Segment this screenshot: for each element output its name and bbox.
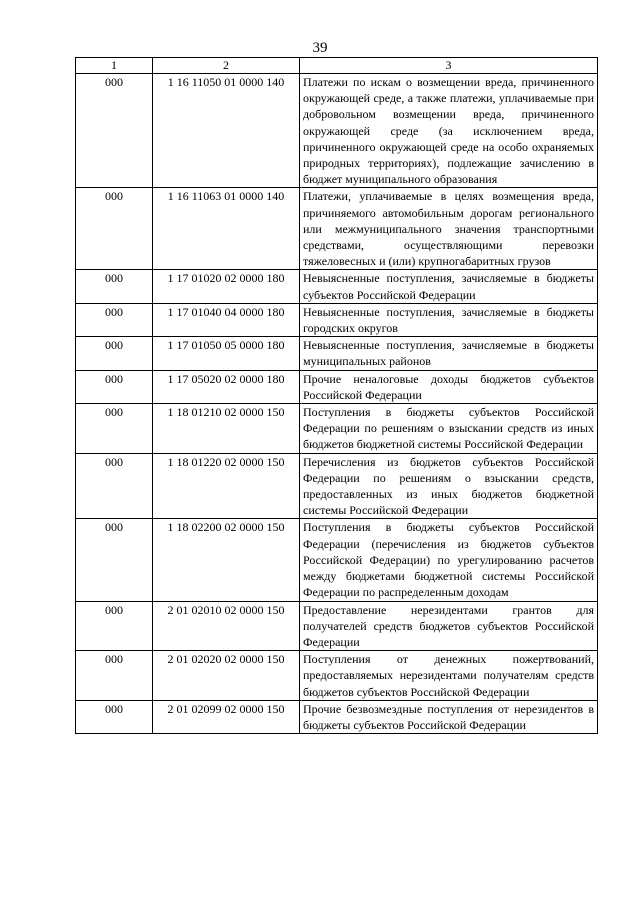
table-row — [76, 453, 598, 519]
table-row — [76, 270, 598, 303]
table-header-row — [76, 58, 598, 74]
description-cell: Невыясненные поступления, зачисляемые в бюджеты муниципальных районов — [300, 337, 598, 370]
budget-code-cell: 1 17 01020 02 0000 180 — [153, 270, 300, 303]
description-cell: Невыясненные поступления, зачисляемые в бюджеты субъектов Российской Федерации — [300, 270, 598, 303]
description-cell: Перечисления из бюджетов субъектов Российской Федерации по решениям о взыскании средств, предоставленных из иных бюджетов бюджетной системы Российской Федерации — [300, 453, 598, 519]
budget-code-cell: 1 18 01220 02 0000 150 — [153, 453, 300, 519]
table-row — [76, 303, 598, 336]
budget-codes-table — [75, 57, 598, 734]
description-cell: Прочие неналоговые доходы бюджетов субъектов Российской Федерации — [300, 370, 598, 403]
admin-code-cell: 000 — [76, 337, 153, 370]
description-cell: Платежи, уплачиваемые в целях возмещения вреда, причиняемого автомобильным дорогам регионального или межмуниципального значения транспортными средствами, осуществляющими перевозки тяжеловесных и (или) крупногабаритных грузов — [300, 188, 598, 270]
table-row — [76, 188, 598, 270]
description-cell: Невыясненные поступления, зачисляемые в бюджеты городских округов — [300, 303, 598, 336]
admin-code-cell: 000 — [76, 519, 153, 601]
table-row — [76, 337, 598, 370]
admin-code-cell: 000 — [76, 270, 153, 303]
description-cell: Поступления от денежных пожертвований, предоставляемых нерезидентами получателям средств бюджетов субъектов Российской Федерации — [300, 651, 598, 701]
budget-code-cell: 1 16 11063 01 0000 140 — [153, 188, 300, 270]
admin-code-cell: 000 — [76, 700, 153, 733]
table-row — [76, 601, 598, 651]
column-header-2: 2 — [153, 58, 300, 74]
table-row — [76, 700, 598, 733]
description-cell: Предоставление нерезидентами грантов для получателей средств бюджетов субъектов Российской Федерации — [300, 601, 598, 651]
budget-code-cell: 2 01 02010 02 0000 150 — [153, 601, 300, 651]
table-row — [76, 404, 598, 454]
table-row — [76, 519, 598, 601]
admin-code-cell: 000 — [76, 651, 153, 701]
budget-code-cell: 1 18 02200 02 0000 150 — [153, 519, 300, 601]
table-row — [76, 74, 598, 188]
column-header-1: 1 — [76, 58, 153, 74]
budget-code-cell: 1 18 01210 02 0000 150 — [153, 404, 300, 454]
description-cell: Поступления в бюджеты субъектов Российской Федерации (перечисления из бюджетов субъектов Российской Федерации) по урегулированию расчетов между бюджетами бюджетной системы Российской Федерации по распределенным доходам — [300, 519, 598, 601]
budget-code-cell: 2 01 02020 02 0000 150 — [153, 651, 300, 701]
admin-code-cell: 000 — [76, 74, 153, 188]
admin-code-cell: 000 — [76, 188, 153, 270]
budget-code-cell: 1 17 05020 02 0000 180 — [153, 370, 300, 403]
admin-code-cell: 000 — [76, 370, 153, 403]
admin-code-cell: 000 — [76, 303, 153, 336]
description-cell: Поступления в бюджеты субъектов Российской Федерации по решениям о взыскании средств из иных бюджетов бюджетной системы Российской Федерации — [300, 404, 598, 454]
budget-code-cell: 1 17 01040 04 0000 180 — [153, 303, 300, 336]
table-row — [76, 651, 598, 701]
table-row — [76, 370, 598, 403]
budget-code-cell: 1 16 11050 01 0000 140 — [153, 74, 300, 188]
column-header-3: 3 — [300, 58, 598, 74]
description-cell: Прочие безвозмездные поступления от нерезидентов в бюджеты субъектов Российской Федерации — [300, 700, 598, 733]
admin-code-cell: 000 — [76, 453, 153, 519]
page-number: 39 — [312, 40, 328, 56]
budget-code-cell: 2 01 02099 02 0000 150 — [153, 700, 300, 733]
admin-code-cell: 000 — [76, 601, 153, 651]
budget-code-cell: 1 17 01050 05 0000 180 — [153, 337, 300, 370]
description-cell: Платежи по искам о возмещении вреда, причиненного окружающей среде, а также платежи, уплачиваемые при добровольном возмещении вреда, причиненного окружающей среде (за исключением вреда, причиненного окружающей среде на особо охраняемых природных территориях), подлежащие зачислению в бюджет муниципального образования — [300, 74, 598, 188]
admin-code-cell: 000 — [76, 404, 153, 454]
